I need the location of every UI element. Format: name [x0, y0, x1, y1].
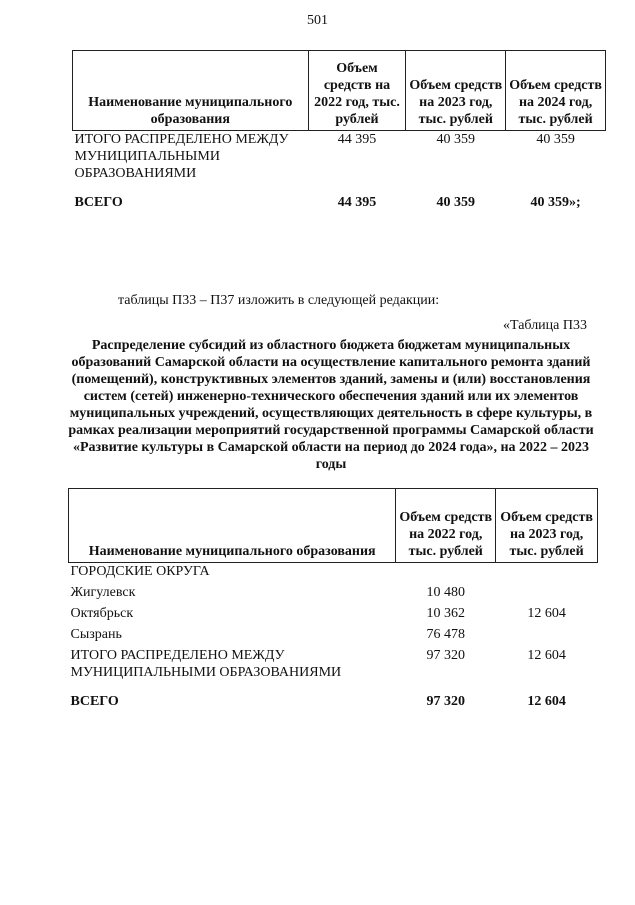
table-label: «Таблица П33 — [503, 318, 587, 333]
header-municipality: Наименование муниципального образования — [73, 51, 309, 131]
cell-2022: 10 480 — [426, 585, 465, 600]
subsidy-table-2 — [68, 488, 598, 710]
row-name: Сызрань — [70, 627, 122, 642]
table-row — [69, 605, 598, 626]
row-name: Октябрьск — [70, 606, 134, 621]
total-label: ВСЕГО — [70, 694, 119, 709]
total-2023: 12 604 — [527, 694, 566, 709]
cell-2024: 40 359 — [536, 132, 575, 147]
total-label: ВСЕГО — [74, 195, 123, 210]
cell-2022: 97 320 — [426, 648, 465, 663]
table-row — [69, 647, 598, 681]
section-row — [69, 563, 598, 585]
total-2022: 97 320 — [426, 694, 465, 709]
cell-2023 — [496, 626, 598, 647]
total-2024: 40 359»; — [530, 195, 581, 210]
header-2024: Объем средств на 2024 год, тыс. рублей — [506, 51, 606, 131]
header-municipality: Наименование муниципального образования — [69, 489, 396, 563]
table-row — [69, 626, 598, 647]
cell-2023: 40 359 — [436, 132, 476, 147]
row-name: Жигулевск — [70, 585, 136, 600]
table-row — [69, 584, 598, 605]
total-row — [73, 182, 606, 211]
subsidy-table-1 — [72, 50, 606, 211]
table-caption: Распределение субсидий из областного бюджета бюджетам муниципальных образований Самарской области на осуществление капитального ремонта зданий (помещений), конструктивных элементов зданий, замены и (или) восстановления систем (сетей) инженерно-технического обеспечения зданий или их элементов муниципальных учреждений, осуществляющих деятельность в сфере культуры, в рамках реализации мероприятий государственной программы Самарской области «Развитие культуры в Самарской области на период до 2024 года», на 2022 – 2023 годы — [68, 338, 594, 472]
total-2023: 40 359 — [436, 195, 476, 210]
intro-text: таблицы П33 – П37 изложить в следующей редакции: — [118, 293, 440, 308]
cell-2023: 12 604 — [527, 606, 566, 621]
row-label: ИТОГО РАСПРЕДЕЛЕНО МЕЖДУ МУНИЦИПАЛЬНЫМИ ОБРАЗОВАНИЯМИ — [70, 648, 342, 680]
cell-2023: 12 604 — [527, 648, 566, 663]
total-2022: 44 395 — [337, 195, 377, 210]
cell-2022: 10 362 — [426, 606, 465, 621]
row-label: ИТОГО РАСПРЕДЕЛЕНО МЕЖДУ МУНИЦИПАЛЬНЫМИ ОБРАЗОВАНИЯМИ — [74, 132, 289, 181]
header-2022: Объем средств на 2022 год, тыс. рублей — [308, 51, 406, 131]
cell-2022: 44 395 — [337, 132, 377, 147]
header-2023: Объем средств на 2023 год, тыс. рублей — [496, 489, 598, 563]
page-number: 501 — [307, 13, 328, 28]
header-2022: Объем средств на 2022 год, тыс. рублей — [396, 489, 496, 563]
cell-2023 — [496, 584, 598, 605]
total-row — [69, 681, 598, 710]
section-label: ГОРОДСКИЕ ОКРУГА — [70, 564, 210, 579]
cell-2022: 76 478 — [426, 627, 465, 642]
header-2023: Объем средств на 2023 год, тыс. рублей — [406, 51, 506, 131]
table-row — [73, 131, 606, 183]
